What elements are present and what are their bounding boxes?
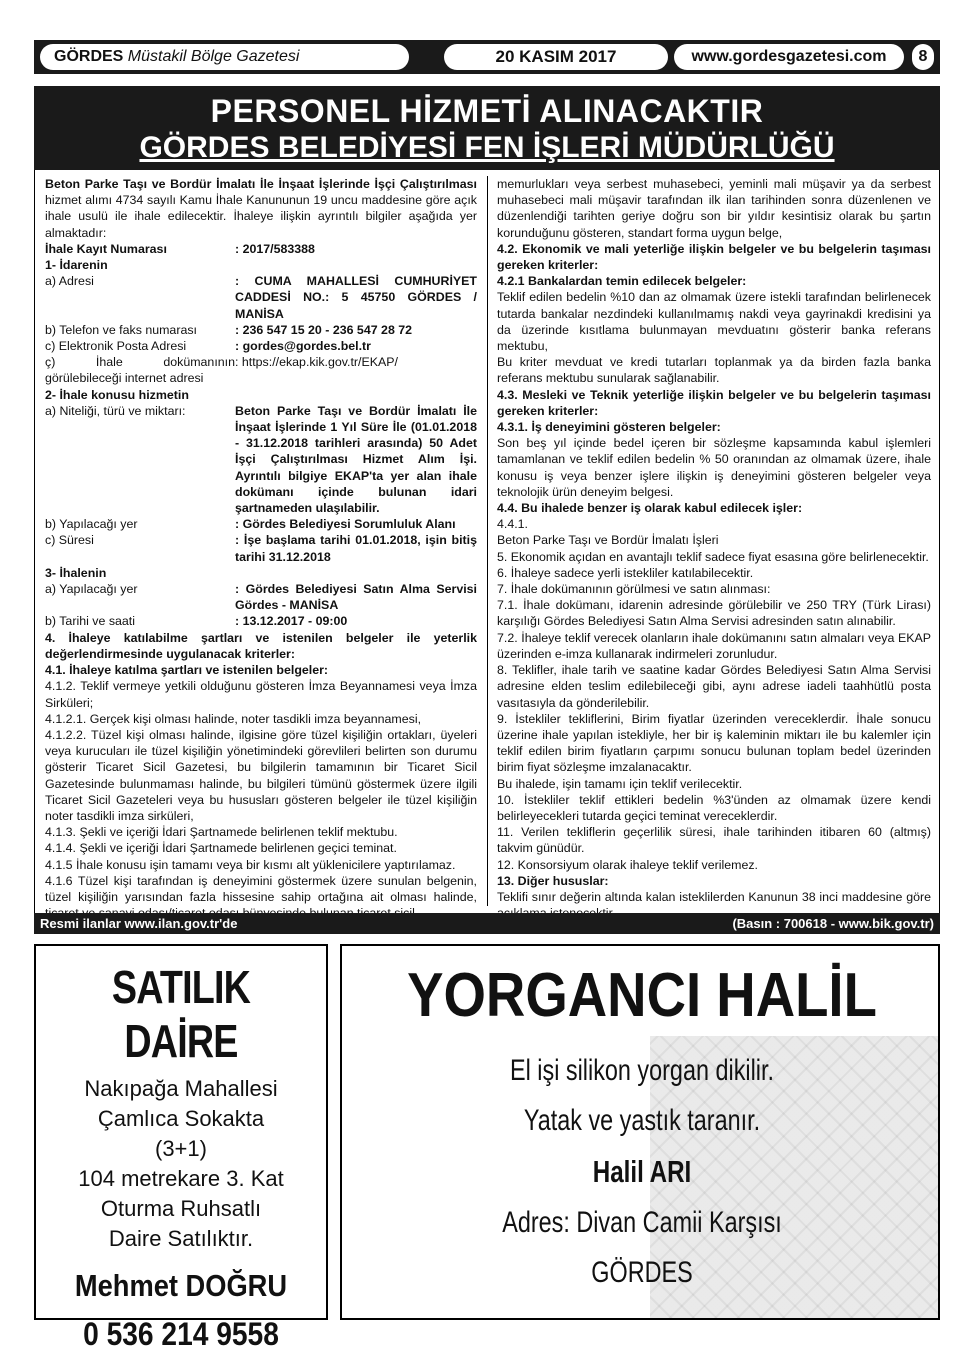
footer-left: Resmi ilanlar www.ilan.gov.tr'de (40, 916, 238, 931)
ad-line-1: El işi silikon yorgan dikilir. (509, 1054, 774, 1087)
detail-value: Beton Parke Taşı ve Bordür İmalatı İle İnşaat İşlerinde 1 Yıl Süre İle (01.01.2018 - 31.12.2018 tarihleri arasında) 50 Adet İşçi Çalıştırılması Hizmet Alım İşi. Ayrıntılı bilgiye EKAP'ta yer alan ihale dokümanı içinde bulunan idari şartnameden ulaşılabilir. (235, 403, 477, 516)
notice-paragraph: 4.4.1. (497, 517, 529, 532)
left-paragraphs (45, 630, 477, 922)
notice-paragraph: 6. İhaleye sadece yerli istekliler katılabilecektir. (497, 565, 754, 580)
detail-label: c) Elektronik Posta Adresi (45, 339, 187, 354)
right-paragraphs (497, 176, 931, 921)
detail-label: c) Süresi (45, 533, 94, 548)
notice-paragraph: 4.4. Bu ihalede benzer iş olarak kabul edilecek işler: (497, 501, 803, 516)
paper-subtitle: Müstakil Bölge Gazetesi (127, 48, 300, 65)
detail-value: : CUMA MAHALLESİ CUMHURİYET CADDESİ NO.: 5 45750 GÖRDES / MANİSA (235, 274, 477, 321)
ad-line-2: Yatak ve yastık taranır. (523, 1104, 761, 1137)
ad-title: YORGANCI HALİL (407, 961, 877, 1030)
quilt-maker-ad (340, 944, 940, 1320)
detail-value: : 13.12.2017 - 09:00 (235, 614, 348, 629)
detail-value: : İşe başlama tarihi 01.01.2018, işin bitiş tarihi 31.12.2018 (235, 533, 477, 564)
ad-title: SATILIK DAİRE (111, 961, 251, 1067)
ad-address: Adres: Divan Camii Karşısı (502, 1206, 782, 1239)
masthead-bar (34, 40, 940, 74)
detail-label: İhale Kayıt Numarası (45, 241, 167, 256)
detail-label: a) Niteliği, türü ve miktarı: (45, 403, 186, 418)
notice-paragraph: 4.1.5 İhale konusu işin tamamı veya bir kısmı alt yüklenicilere yaptırılamaz. (45, 857, 456, 872)
notice-paragraph: 11. Verilen tekliflerin geçerlilik süresi, ihale tarihinden itibaren 60 (altmış) takvim günüdür. (497, 825, 931, 856)
notice-paragraph: Bu ihalede, işin tamamı için teklif verilecektir. (497, 776, 743, 791)
ad-line: Çamlıca Sokakta (97, 1106, 265, 1131)
notice-paragraph: 7.1. İhale dokümanı, idarenin adresinde görülebilir ve 250 TRY (Türk Lirası) karşılığı Gördes Belediyesi Satın Alma Servisi adresinden satın alınabilir. (497, 598, 931, 629)
intro-bold: Beton Parke Taşı ve Bordür İmalatı İle İnşaat İşlerinde İşçi Çalıştırılması (45, 177, 477, 191)
issue-date: 20 KASIM 2017 (444, 44, 668, 70)
detail-label: b) Yapılacağı yer (45, 517, 138, 532)
detail-value: : https://ekap.kik.gov.tr/EKAP/ (235, 355, 398, 370)
ad-town: GÖRDES (591, 1256, 693, 1289)
detail-value: : Gördes Belediyesi Sorumluluk Alanı (235, 517, 456, 532)
notice-paragraph: 4.1.2.2. Tüzel kişi olması halinde, ilgisine göre tüzel kişiliğin ortakları, üyeleri veya kurucuları ile tüzel kişiliğin yönetimindeki görevlileri belirten son durumu gösterir Ticaret Sicil Gazetesi, bu bilgilerin tamamının bir Ticaret Sicil Gazetesinde bulunmaması halinde, bu bilgileri tümünü göstermek üzere ilgili Ticaret Sicil Gazeteleri veya bu hususları gösteren belgeler ile tüzel kişiliğin noter tasdikli imza sirküleri, (45, 727, 477, 823)
detail-label: b) Tarihi ve saati (45, 614, 135, 629)
apartment-sale-ad (34, 944, 328, 1352)
ad-contact-name: Mehmet DOĞRU (74, 1268, 288, 1303)
detail-value: : 2017/583388 (235, 241, 315, 256)
detail-row (45, 322, 477, 338)
detail-row (45, 387, 477, 403)
notice-paragraph: 4.3.1. İş deneyimini gösteren belgeler: (497, 420, 721, 435)
notice-paragraph: 4.1. İhaleye katılma şartları ve istenilen belgeler: (45, 663, 329, 678)
notice-paragraph: 4.1.6 Tüzel kişi tarafından iş deneyimini göstermek üzere sunulan belgenin, tüzel kişiliğin yarısından fazla hissesine sahip ortağına ait olması halinde, (45, 873, 477, 904)
notice-paragraph: 4.1.2. Teklif vermeye yetkili olduğunu gösteren İmza Beyannamesi veya İmza Sirküleri; (45, 679, 477, 710)
detail-value (235, 565, 477, 581)
detail-row (45, 516, 477, 532)
notice-subtitle: GÖRDES BELEDİYESİ FEN İŞLERİ MÜDÜRLÜĞÜ (139, 131, 835, 164)
page-number: 8 (912, 44, 934, 70)
detail-row (45, 613, 477, 629)
ad-contact-name: Halil ARI (592, 1154, 692, 1189)
detail-row (45, 257, 477, 273)
ad-phone: 0 536 214 9558 (83, 1316, 279, 1352)
detail-row (45, 273, 477, 322)
notice-paragraph: Teklif edilen bedelin %10 dan az olmamak üzere istekli tarafından belirlenecek tutarda bankalar nezdindeki kullanılmamış nakdi veya gayrinakdi kredisini ya da üzerinde kısıtlama bulunmayan mevduatını gösterir banka referans mektubu, (497, 290, 931, 354)
notice-paragraph: 13. Diğer hususlar: (497, 873, 609, 888)
ad-line: Daire Satılıktır. (108, 1226, 254, 1251)
ad-body (342, 1046, 940, 1298)
website-link[interactable]: www.gordesgazetesi.com (674, 44, 904, 70)
intro-text: hizmet alımı 4734 sayılı Kamu İhale Kanununun 19 uncu maddesine göre açık ihale usulü ile ihale edilecektir. İhaleye ilişkin ayrıntılı bilgiler aşağıda yer almaktadır: (45, 193, 477, 240)
detail-row (45, 532, 477, 564)
notice-right-column (497, 176, 931, 921)
notice-left-column (45, 176, 477, 921)
detail-label: 2- İhale konusu hizmetin (45, 387, 189, 402)
notice-paragraph: 7.2. İhaleye teklif verecek olanların ihale dokümanını satın almaları veya EKAP üzerinden e-imza kullanarak indirmeleri zorunludur. (497, 630, 931, 661)
detail-row (45, 338, 477, 354)
detail-label: a) Adresi (45, 274, 94, 289)
tender-details (45, 241, 477, 630)
notice-paragraph: 4. İhaleye katılabilme şartları ve istenilen belgeler ile yeterlik değerlendirmesinde uygulanacak kriterler: (45, 630, 477, 661)
ad-line: 104 metrekare 3. Kat (78, 1166, 284, 1191)
paper-masthead (40, 44, 409, 70)
ad-line: Oturma Ruhsatlı (100, 1196, 262, 1221)
notice-paragraph: 4.2. Ekonomik ve mali yeterliğe ilişkin belgeler ve bu belgelerin taşıması gereken kriterler: (497, 241, 931, 273)
notice-paragraph: 7. İhale dokümanının görülmesi ve satın alınması: (497, 582, 771, 597)
detail-label: 1- İdarenin (45, 258, 108, 273)
ad-body (36, 1074, 326, 1254)
detail-value: : 236 547 15 20 - 236 547 28 72 (235, 322, 413, 337)
notice-paragraph: 12. Konsorsiyum olarak ihaleye teklif verilemez. (497, 857, 759, 872)
notice-paragraph: 10. İstekliler teklif ettikleri bedelin %3'ünden az olmamak üzere kendi belirleyecekleri tutarda geçici teminat vereceklerdir. (497, 792, 931, 823)
detail-value (235, 257, 477, 273)
notice-paragraph: 4.1.4. Şekli ve içeriği İdari Şartnamede belirlenen geçici teminat. (45, 841, 397, 856)
notice-paragraph: Beton Parke Taşı ve Bordür İmalatı İşleri (497, 533, 719, 548)
detail-row (45, 403, 477, 516)
notice-footer (34, 913, 940, 934)
notice-paragraph: 4.2.1 Bankalardan temin edilecek belgeler: (497, 274, 747, 289)
notice-paragraph: 9. İstekliler tekliflerini, Birim fiyatlar üzerinden vereceklerdir. İhale sonucu üzerine ihale yapılan istekliyle, her bir iş kaleminin miktarı ile bu kalemler için teklif edilen birim fiyatların çarpımı sonucu bulunan toplam bedel üzerinden birim fiyat sözleşme imzalanacaktır. (497, 711, 931, 775)
detail-row (45, 581, 477, 613)
detail-value: : Gördes Belediyesi Satın Alma Servisi Gördes - MANİSA (235, 582, 477, 613)
detail-row (45, 565, 477, 581)
column-divider (487, 176, 488, 906)
detail-label: ç) İhale dokümanının görülebileceği internet adresi (45, 355, 235, 386)
detail-value: : gordes@gordes.bel.tr (235, 339, 372, 354)
detail-label: b) Telefon ve faks numarası (45, 322, 197, 337)
notice-paragraph: memurlukları veya serbest muhasebeci, yeminli mali müşavir ya da serbest muhasebeci mali müşavir tarafından ilk ilan tarihinden sonra düzenlenen ve düzenlendiği tarihten geriye doğru son bir yıldır kesintisiz olarak bu şartın korunduğunu gösteren, standart forma uygun belge, (497, 177, 931, 240)
notice-paragraph: Teklifi sınır değerin altında kalan isteklilerden Kanunun 38 inci maddesine göre (497, 889, 931, 904)
detail-label: a) Yapılacağı yer (45, 582, 138, 597)
notice-paragraph: 5. Ekonomik açıdan en avantajlı teklif sadece fiyat esasına göre belirlenecektir. (497, 549, 929, 564)
detail-label: 3- İhalenin (45, 565, 107, 580)
ad-line: (3+1) (155, 1136, 207, 1161)
ad-line: Nakıpağa Mahallesi (84, 1076, 278, 1101)
notice-paragraph: 4.1.3. Şekli ve içeriği İdari Şartnamede belirlenen teklif mektubu. (45, 825, 398, 840)
notice-paragraph: 4.3. Mesleki ve Teknik yeterliğe ilişkin belgeler ve bu belgelerin taşıması gereken kriterler: (497, 387, 931, 418)
detail-row (45, 241, 477, 257)
detail-value (235, 387, 477, 403)
paper-name: GÖRDES (54, 48, 124, 65)
notice-paragraph: 4.1.2.1. Gerçek kişi olması halinde, noter tasdikli imza beyannamesi, (45, 711, 422, 726)
notice-paragraph: Bu kriter mevduat ve kredi tutarları toplanmak ya da birden fazla banka referans mektubu sunularak sağlanabilir. (497, 355, 931, 386)
notice-title: PERSONEL HİZMETİ ALINACAKTIR (210, 93, 764, 129)
notice-paragraph: Son beş yıl içinde bedel içeren bir sözleşme kapsamında kabul işlemleri tamamlanan ve teklif edilen bedelin % 50 oranından az olmamak üzere, ihale konusu iş veya benzer işlere ilişkin iş deneyimini gösteren belgeler veya teknolojik ürün deneyim belgesi. (497, 436, 931, 499)
notice-paragraph: 8. Teklifler, ihale tarih ve saatine kadar Gördes Belediyesi Satın Alma Servisi adresine elden teslim edilebileceği gibi, aynı adrese iadeli taahhütlü posta vasıtasıyla da gönderilebilir. (497, 663, 931, 710)
footer-right: (Basın : 700618 - www.bik.gov.tr) (732, 916, 934, 931)
notice-banner (34, 86, 940, 170)
detail-row (45, 354, 477, 386)
notice-intro (45, 176, 477, 241)
